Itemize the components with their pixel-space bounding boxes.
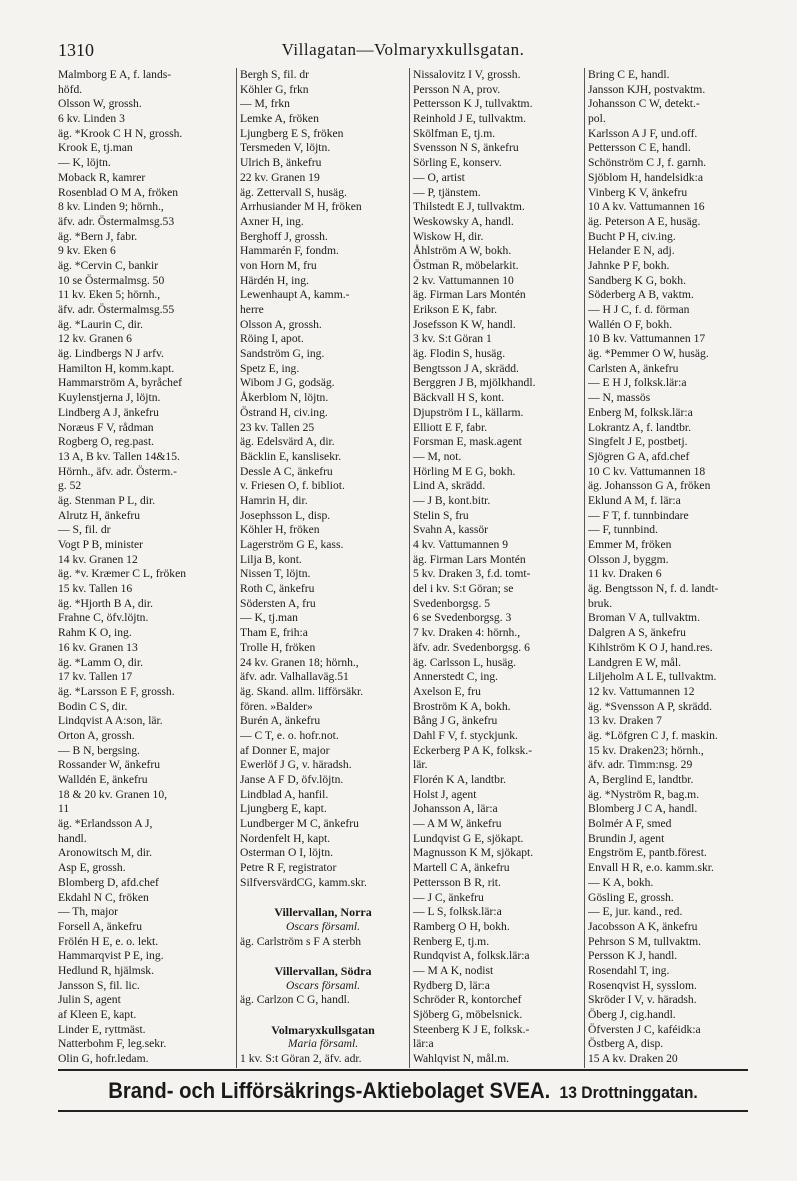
directory-entry: Hammarén F, fondm. bbox=[240, 244, 339, 258]
directory-entry: Hammarqvist P E, ing. bbox=[58, 949, 164, 963]
directory-entry: 6 se Svedenborgsg. 3 bbox=[413, 611, 512, 625]
directory-entry: Annerstedt C, ing. bbox=[413, 670, 499, 684]
directory-entry bbox=[58, 1067, 233, 1068]
column-1 bbox=[58, 68, 236, 1068]
directory-entry: Trolle H, fröken bbox=[240, 640, 316, 654]
directory-entry: Wibom J G, godsäg. bbox=[240, 376, 335, 390]
directory-entry: g. 52 bbox=[58, 479, 82, 493]
directory-entry: Reinhold J E, tullvaktm. bbox=[413, 112, 527, 126]
directory-entry: Kuylenstjerna J, löjtn. bbox=[58, 391, 161, 405]
directory-entry: Johansson C W, detekt.- bbox=[588, 97, 700, 111]
directory-entry: Bäckvall H S, kont. bbox=[413, 391, 505, 405]
directory-entry: — M, frkn bbox=[240, 97, 290, 111]
directory-entry: Köhler G, frkn bbox=[240, 82, 309, 96]
directory-entry: Wahlqvist N, mål.m. bbox=[413, 1052, 509, 1066]
directory-entry: 13 kv. Draken 7 bbox=[588, 714, 662, 728]
directory-entry: 22 kv. Granen 19 bbox=[240, 170, 320, 184]
directory-entry: af Donner E, major bbox=[240, 743, 330, 757]
directory-entry: Magnusson K M, sjökapt. bbox=[413, 846, 534, 860]
directory-entry: äg. Carlzon C G, handl. bbox=[240, 993, 350, 1007]
directory-entry: — H J C, f. d. förman bbox=[588, 303, 690, 316]
directory-entry: Lundqvist G E, sjökapt. bbox=[413, 831, 524, 845]
directory-entry: Spetz E, ing. bbox=[240, 361, 300, 375]
directory-entry: Nissalovitz I V, grossh. bbox=[413, 68, 521, 81]
directory-entry: 5 kv. Draken 3, f.d. tomt- bbox=[413, 567, 531, 581]
directory-entry: Söderberg A B, vaktm. bbox=[588, 288, 694, 302]
directory-entry: af Kleen E, kapt. bbox=[58, 1008, 137, 1021]
directory-entry: — O, artist bbox=[413, 170, 465, 184]
directory-entry: Carlsten A, änkefru bbox=[588, 361, 679, 375]
directory-entry: Lindberg A J, änkefru bbox=[58, 405, 159, 419]
directory-entry: Walldén E, änkefru bbox=[58, 773, 148, 786]
directory-entry: Enberg M, folksk.lär:a bbox=[588, 405, 693, 419]
directory-entry: äg. *Löfgren C J, f. maskin. bbox=[588, 728, 718, 742]
directory-entry: Singfelt J E, postbetj. bbox=[588, 435, 688, 449]
directory-entry: Ewerlöf J G, v. häradsh. bbox=[240, 758, 352, 772]
directory-entry: Gösling E, grossh. bbox=[588, 890, 674, 904]
directory-entry: Janse A F D, öfv.löjtn. bbox=[240, 773, 344, 786]
directory-entry: 10 B kv. Vattumannen 17 bbox=[588, 332, 706, 346]
directory-entry: Rahm K O, ing. bbox=[58, 626, 132, 640]
directory-entry: Ulrich B, änkefru bbox=[240, 156, 322, 170]
directory-entry: äg. *Hjorth B A, dir. bbox=[58, 596, 154, 610]
directory-entry: Östman R, möbelarkit. bbox=[413, 258, 519, 272]
directory-entry: Nissen T, löjtn. bbox=[240, 567, 311, 581]
directory-entry: Rydberg D, lär:a bbox=[413, 978, 490, 992]
directory-entry: Lundberger M C, änkefru bbox=[240, 817, 359, 831]
directory-entry: Persson N A, prov. bbox=[413, 82, 501, 96]
directory-entry: Hammarström A, byråchef bbox=[58, 376, 182, 390]
directory-entry: Skölfman E, tj.m. bbox=[413, 126, 496, 140]
directory-entry: Nordenfelt H, kapt. bbox=[240, 831, 331, 845]
directory-entry: Ekdahl N C, fröken bbox=[58, 890, 149, 904]
directory-entry: Axelson E, fru bbox=[413, 684, 481, 698]
directory-entry: 15 kv. Draken23; hörnh., bbox=[588, 743, 704, 757]
directory-entry bbox=[240, 891, 406, 906]
directory-entry: Wallén O F, bokh. bbox=[588, 317, 673, 331]
directory-entry: von Horn M, fru bbox=[240, 258, 317, 272]
directory-entry: Hamilton H, komm.kapt. bbox=[58, 361, 175, 375]
directory-entry: — C T, e. o. hofr.not. bbox=[240, 728, 339, 742]
directory-entry: Moback R, kamrer bbox=[58, 170, 146, 184]
directory-entry: 11 kv. Eken 5; hörnh., bbox=[58, 288, 161, 302]
directory-entry: äg. *Krook C H N, grossh. bbox=[58, 126, 183, 140]
directory-entry: 10 A kv. Vattumannen 16 bbox=[588, 200, 705, 214]
directory-entry: Landgren E W, mål. bbox=[588, 655, 682, 669]
directory-entry: Svensson N S, änkefru bbox=[413, 141, 519, 155]
directory-entry: Olsson A, grossh. bbox=[240, 317, 322, 331]
directory-entry: Öberg J, cig.handl. bbox=[588, 1008, 676, 1021]
directory-entry: Lindblad A, hanfil. bbox=[240, 787, 329, 801]
directory-entry: 15 A kv. Draken 20 bbox=[588, 1052, 678, 1066]
directory-entry: Tersmeden V, löjtn. bbox=[240, 141, 331, 155]
directory-entry: 16 kv. Granen 13 bbox=[58, 640, 138, 654]
directory-entry: — J C, änkefru bbox=[413, 890, 484, 904]
directory-entry: Persson K J, handl. bbox=[588, 949, 678, 963]
directory-entry: Södersten A, fru bbox=[240, 596, 316, 610]
directory-entry: Johansson A, lär:a bbox=[413, 802, 498, 816]
directory-entry: Härdén H, ing. bbox=[240, 273, 309, 287]
directory-entry: äg. *Svensson A P, skrädd. bbox=[588, 699, 712, 713]
directory-entry: Kihlström K O J, hand.res. bbox=[588, 640, 713, 654]
directory-entry: Stelin S, fru bbox=[413, 508, 469, 522]
directory-entry: äg. Flodin S, husäg. bbox=[413, 347, 506, 361]
directory-entry: — M A K, nodist bbox=[413, 963, 494, 977]
directory-entry: 7 kv. Draken 4: hörnh., bbox=[413, 626, 521, 640]
directory-entry: Eckerberg P A K, folksk.- bbox=[413, 743, 533, 757]
directory-entry: Villervallan, Södra bbox=[274, 963, 372, 978]
directory-entry: Tham E, frih:a bbox=[240, 626, 308, 640]
directory-entry: Blomberg D, afd.chef bbox=[58, 875, 159, 889]
directory-entry: Sandberg K G, bokh. bbox=[588, 273, 687, 287]
directory-entry: äg. *Erlandsson A J, bbox=[58, 817, 153, 831]
directory-entry: — K A, bokh. bbox=[588, 875, 654, 889]
directory-entry: Krook E, tj.man bbox=[58, 141, 133, 155]
directory-entry: Lindqvist A A:son, lär. bbox=[58, 714, 163, 728]
directory-entry: Röing I, apot. bbox=[240, 332, 304, 346]
directory-entry: Öfversten J C, kaféidk:a bbox=[588, 1022, 701, 1036]
directory-entry: 11 bbox=[58, 802, 70, 816]
directory-entry: Schönström C J, f. garnh. bbox=[588, 156, 707, 170]
directory-entry: Sjöberg G, möbelsnick. bbox=[413, 1008, 523, 1021]
directory-entry: bruk. bbox=[588, 596, 613, 610]
directory-entry: Frahne C, öfv.löjtn. bbox=[58, 611, 149, 625]
directory-entry: Olsson J, byggm. bbox=[588, 552, 669, 566]
directory-entry: Steenberg K J E, folksk.- bbox=[413, 1022, 530, 1036]
directory-entry: Olsson W, grossh. bbox=[58, 97, 142, 111]
directory-entry: Berghoff J, grossh. bbox=[240, 229, 328, 243]
directory-entry: Brundin J, agent bbox=[588, 831, 665, 845]
directory-entry: Bäcklin E, kanslisekr. bbox=[240, 449, 342, 463]
directory-entry: Wiskow H, dir. bbox=[413, 229, 484, 243]
directory-entry: äg. *Cervin C, bankir bbox=[58, 258, 159, 272]
directory-entry bbox=[240, 949, 406, 964]
directory-entry: A, Berglind E, landtbr. bbox=[588, 773, 694, 786]
directory-entry: Frölén H E, e. o. lekt. bbox=[58, 934, 159, 948]
directory-entry: — F, tunnbind. bbox=[588, 523, 658, 537]
directory-entry: äg. Carlström s F A sterbh bbox=[240, 934, 362, 948]
directory-entry: Noræus F V, rådman bbox=[58, 420, 154, 434]
directory-entry: Hörnh., äfv. adr. Österm.- bbox=[58, 464, 178, 478]
directory-entry: Oscars församl. bbox=[285, 978, 361, 992]
page-header bbox=[58, 40, 748, 62]
directory-entry: Rosendahl T, ing. bbox=[588, 963, 670, 977]
directory-entry: Vogt P B, minister bbox=[58, 538, 144, 551]
directory-entry: Erikson E K, fabr. bbox=[413, 303, 498, 316]
directory-entry: 11 kv. Draken 6 bbox=[588, 567, 662, 581]
directory-entry: Arrhusiander M H, fröken bbox=[240, 200, 362, 214]
directory-entry: Envall H R, e.o. kamm.skr. bbox=[588, 861, 714, 875]
directory-entry: Rosenblad O M A, fröken bbox=[58, 185, 179, 199]
directory-entry: äg. Firman Lars Montén bbox=[413, 552, 526, 566]
directory-entry: Thilstedt E J, tullvaktm. bbox=[413, 200, 525, 214]
directory-entry: äfv. adr. Östermalmsg.55 bbox=[58, 303, 175, 316]
directory-entry: Dalgren A S, änkefru bbox=[588, 626, 686, 640]
directory-entry: äfv. adr. Östermalmsg.53 bbox=[58, 214, 175, 228]
directory-entry: 2 kv. Vattumannen 10 bbox=[413, 273, 514, 287]
directory-entry: äfv. adr. Svedenborgsg. 6 bbox=[413, 640, 530, 654]
directory-entry: — F T, f. tunnbindare bbox=[588, 508, 689, 522]
directory-entry: Sörling E, konserv. bbox=[413, 156, 502, 170]
directory-entry: Renberg E, tj.m. bbox=[413, 934, 490, 948]
directory-entry: 4 kv. Vattumannen 9 bbox=[413, 538, 508, 551]
directory-entry: 10 C kv. Vattumannen 18 bbox=[588, 464, 706, 478]
directory-entry: Svahn A, kassör bbox=[413, 523, 489, 537]
directory-entry: Bengtsson J A, skrädd. bbox=[413, 361, 519, 375]
directory-entry: äg. Zettervall S, husäg. bbox=[240, 185, 347, 199]
directory-entry: 18 & 20 kv. Granen 10, bbox=[58, 787, 168, 801]
advertisement-text: Brand- och Lifförsäkrings-Aktiebolaget SVEA. bbox=[108, 1078, 551, 1103]
directory-entry: herre bbox=[240, 303, 264, 316]
directory-entry: — Th, major bbox=[58, 905, 119, 919]
directory-entry: Villervallan, Norra bbox=[274, 905, 372, 920]
directory-entry: Dahl F V, f. styckjunk. bbox=[413, 728, 518, 742]
directory-entry: Hedlund R, hjälmsk. bbox=[58, 963, 154, 977]
column-2 bbox=[236, 68, 409, 1068]
directory-entry: 1 kv. S:t Göran 2, äfv. adr. bbox=[240, 1052, 362, 1066]
advertisement-banner bbox=[86, 1074, 721, 1108]
directory-entry: Olin G, hofr.ledam. bbox=[58, 1052, 149, 1066]
directory-entry: Orton A, grossh. bbox=[58, 728, 135, 742]
directory-entry: Blomberg J C A, handl. bbox=[588, 802, 698, 816]
directory-entry: Julin S, agent bbox=[58, 993, 121, 1007]
directory-entry: äg. Edelsvärd A, dir. bbox=[240, 435, 335, 449]
directory-entry: — E H J, folksk.lär:a bbox=[588, 376, 687, 390]
directory-entry: 17 kv. Tallen 17 bbox=[58, 670, 133, 684]
directory-entry: lär. bbox=[413, 758, 428, 772]
directory-entry: Djupström I L, källarm. bbox=[413, 405, 524, 419]
directory-entry: Roth C, änkefru bbox=[240, 582, 315, 596]
directory-entry: Sjöblom H, handelsidk:a bbox=[588, 170, 703, 184]
directory-entry: Eklund A M, f. lär:a bbox=[588, 493, 681, 507]
directory-entry: Oscars församl. bbox=[285, 919, 361, 933]
directory-entry: Elliott E F, fabr. bbox=[413, 420, 488, 434]
directory-entry: äg. Firman Lars Montén bbox=[413, 288, 526, 302]
directory-entry: 15 kv. Tallen 16 bbox=[58, 582, 133, 596]
directory-entry: v. Friesen O, f. bibliot. bbox=[240, 479, 345, 493]
directory-entry: äg. *Laurin C, dir. bbox=[58, 317, 144, 331]
directory-entry: Rundqvist A, folksk.lär:a bbox=[413, 949, 530, 963]
directory-entry: Köhler H, fröken bbox=[240, 523, 320, 537]
directory-entry: 12 kv. Vattumannen 12 bbox=[588, 684, 695, 698]
directory-entry: Sjögren G A, afd.chef bbox=[588, 449, 690, 463]
directory-entry: äg. Stenman P L, dir. bbox=[58, 493, 156, 507]
directory-entry: — P, tjänstem. bbox=[413, 185, 481, 199]
directory-entry: Lilja B, kont. bbox=[240, 552, 302, 566]
directory-entry: Volmaryxkullsgatan bbox=[271, 1022, 375, 1037]
directory-entry: Natterbohm F, leg.sekr. bbox=[58, 1037, 167, 1051]
directory-entry: Weskowsky A, handl. bbox=[413, 214, 514, 228]
directory-entry: 24 kv. Granen 18; hörnh., bbox=[240, 655, 359, 669]
directory-entry: Bring C E, handl. bbox=[588, 68, 670, 81]
directory-entry: Skröder I V, v. häradsh. bbox=[588, 993, 697, 1007]
directory-entry: Forsman E, mask.agent bbox=[413, 435, 522, 449]
directory-entry: Hamrin H, dir. bbox=[240, 493, 308, 507]
directory-entry: Engström E, pantb.förest. bbox=[588, 846, 707, 860]
directory-entry: Bång J G, änkefru bbox=[413, 714, 498, 728]
directory-entry: Jansson KJH, postvaktm. bbox=[588, 82, 706, 96]
advertisement-address: 13 Drottninggatan. bbox=[559, 1083, 698, 1102]
directory-entry: — A M W, änkefru bbox=[413, 817, 502, 831]
directory-entry: Berggren J B, mjölkhandl. bbox=[413, 376, 536, 390]
directory-entry: Schröder R, kontorchef bbox=[413, 993, 522, 1007]
directory-entry: Emmer M, fröken bbox=[588, 538, 672, 551]
directory-entry: Åhlström A W, bokh. bbox=[413, 244, 512, 258]
directory-entry: — B N, bergsing. bbox=[58, 743, 140, 757]
directory-entry: äg. *Nyström R, bag.m. bbox=[588, 787, 700, 801]
directory-entry: — M, not. bbox=[413, 449, 462, 463]
directory-entry: Bucht P H, civ.ing. bbox=[588, 229, 676, 243]
directory-columns bbox=[58, 68, 778, 1068]
directory-entry: Holst J, agent bbox=[413, 787, 477, 801]
directory-entry: Karlsson A J F, und.off. bbox=[588, 126, 698, 140]
directory-entry: äg. *Larsson E F, grossh. bbox=[58, 684, 175, 698]
directory-entry: Lind A, skrädd. bbox=[413, 479, 486, 493]
directory-entry: Petre R F, registrator bbox=[240, 861, 337, 875]
directory-entry: Pettersson C E, handl. bbox=[588, 141, 691, 155]
directory-entry: Axner H, ing. bbox=[240, 214, 304, 228]
directory-entry: Sandström G, ing. bbox=[240, 347, 325, 361]
directory-entry: Östrand H, civ.ing. bbox=[240, 405, 328, 419]
directory-entry bbox=[413, 1067, 581, 1068]
directory-entry: Rosenqvist H, sysslom. bbox=[588, 978, 697, 992]
directory-entry: Maria församl. bbox=[287, 1037, 359, 1051]
directory-entry: Hörling M E G, bokh. bbox=[413, 464, 516, 478]
directory-entry: handl. bbox=[58, 831, 87, 845]
directory-entry: 9 kv. Eken 6 bbox=[58, 244, 116, 258]
directory-entry: lär:a bbox=[413, 1037, 434, 1051]
directory-entry: äg. *v. Kræmer C L, fröken bbox=[58, 567, 187, 581]
running-head: Villagatan—Volmaryxkullsgatan. bbox=[281, 40, 525, 59]
directory-entry: Broström K A, bokh. bbox=[413, 699, 511, 713]
directory-entry: Pettersson K J, tullvaktm. bbox=[413, 97, 533, 111]
directory-entry: — K, tj.man bbox=[240, 611, 298, 625]
directory-entry: äfv. adr. Valhallaväg.51 bbox=[240, 670, 349, 684]
column-3 bbox=[409, 68, 584, 1068]
directory-entry: SilfversvärdCG, kamm.skr. bbox=[240, 875, 367, 889]
directory-entry: 6 kv. Linden 3 bbox=[58, 112, 125, 126]
directory-entry: pol. bbox=[588, 112, 606, 126]
directory-entry: Josefsson K W, handl. bbox=[413, 317, 516, 331]
directory-entry: Malmborg E A, f. lands- bbox=[58, 68, 172, 81]
directory-entry: del i kv. S:t Göran; se bbox=[413, 582, 514, 596]
directory-entry: Broman V A, tullvaktm. bbox=[588, 611, 700, 625]
directory-entry: Lewenhaupt A, kamm.- bbox=[240, 288, 350, 302]
directory-entry: Dessle A C, änkefru bbox=[240, 464, 333, 478]
directory-entry: 10 se Östermalmsg. 50 bbox=[58, 273, 165, 287]
directory-entry: Florén K A, landtbr. bbox=[413, 773, 507, 786]
directory-entry: äg. *Lamm O, dir. bbox=[58, 655, 144, 669]
directory-entry: Liljeholm A L E, tullvaktm. bbox=[588, 670, 717, 684]
directory-entry: — L S, folksk.lär:a bbox=[413, 905, 502, 919]
directory-entry: — K, löjtn. bbox=[58, 156, 111, 170]
directory-entry: Ramberg O H, bokh. bbox=[413, 919, 510, 933]
directory-entry: Osterman O I, löjtn. bbox=[240, 846, 334, 860]
directory-entry: Aronowitsch M, dir. bbox=[58, 846, 153, 860]
directory-entry: äg. Lindbergs N J arfv. bbox=[58, 347, 164, 361]
directory-entry: Bolmér A F, smed bbox=[588, 817, 672, 831]
directory-entry bbox=[588, 1067, 775, 1068]
directory-entry: Asp E, grossh. bbox=[58, 861, 126, 875]
directory-entry: fören. »Balder» bbox=[240, 699, 313, 713]
directory-entry: Bergh S, fil. dr bbox=[240, 68, 310, 81]
directory-entry: äg. Skand. allm. lifförsäkr. bbox=[240, 684, 364, 698]
advert-rule-bottom bbox=[58, 1110, 748, 1112]
directory-entry: 8 kv. Linden 9; hörnh., bbox=[58, 200, 164, 214]
directory-entry: Pettersson B R, rit. bbox=[413, 875, 501, 889]
directory-entry: — J B, kont.bitr. bbox=[413, 493, 491, 507]
directory-entry: Bodin C S, dir. bbox=[58, 699, 128, 713]
directory-entry bbox=[240, 1008, 406, 1023]
page-number: 1310 bbox=[58, 40, 94, 60]
directory-entry: Östberg A, disp. bbox=[588, 1037, 664, 1051]
advert-rule-top bbox=[58, 1069, 748, 1071]
directory-entry: — E, jur. kand., red. bbox=[588, 905, 683, 919]
directory-entry: Helander E N, adj. bbox=[588, 244, 675, 258]
directory-entry: äg. *Bern J, fabr. bbox=[58, 229, 138, 243]
directory-entry: Lemke A, fröken bbox=[240, 112, 319, 126]
directory-entry: 13 A, B kv. Tallen 14&15. bbox=[58, 449, 180, 463]
directory-entry: äg. Bengtsson N, f. d. landt- bbox=[588, 582, 719, 596]
directory-entry bbox=[240, 1067, 406, 1068]
directory-entry: Alrutz H, änkefru bbox=[58, 508, 141, 522]
directory-entry: Lokrantz A, f. landtbr. bbox=[588, 420, 692, 434]
directory-entry: Jansson S, fil. lic. bbox=[58, 978, 140, 992]
directory-entry: Ljungberg E, kapt. bbox=[240, 802, 327, 816]
directory-entry: äg. Peterson A E, husäg. bbox=[588, 214, 701, 228]
directory-entry: 12 kv. Granen 6 bbox=[58, 332, 132, 346]
column-4 bbox=[584, 68, 778, 1068]
directory-entry: Martell C A, änkefru bbox=[413, 861, 510, 875]
directory-entry: Pehrson S M, tullvaktm. bbox=[588, 934, 702, 948]
directory-entry: Svedenborgsg. 5 bbox=[413, 596, 491, 610]
directory-entry: Burén A, änkefru bbox=[240, 714, 321, 728]
directory-entry: Josephsson L, disp. bbox=[240, 508, 331, 522]
directory-entry: äg. Johansson G A, fröken bbox=[588, 479, 711, 493]
directory-entry: — S, fil. dr bbox=[58, 523, 111, 537]
directory-entry: äg. Carlsson L, husäg. bbox=[413, 655, 517, 669]
directory-entry: äfv. adr. Timm:nsg. 29 bbox=[588, 758, 693, 772]
directory-entry: 14 kv. Granen 12 bbox=[58, 552, 138, 566]
directory-entry: Vinberg K V, änkefru bbox=[588, 185, 688, 199]
directory-entry: Jahnke P F, bokh. bbox=[588, 258, 670, 272]
directory-entry: Åkerblom N, löjtn. bbox=[240, 391, 329, 405]
directory-entry: Linder E, ryttmäst. bbox=[58, 1022, 146, 1036]
directory-entry: Jacobsson A K, änkefru bbox=[588, 919, 698, 933]
directory-entry: Rossander W, änkefru bbox=[58, 758, 161, 772]
directory-entry: — N, massös bbox=[588, 391, 651, 405]
directory-entry: Rogberg O, reg.past. bbox=[58, 435, 155, 449]
directory-entry: höfd. bbox=[58, 82, 83, 96]
directory-entry: 3 kv. S:t Göran 1 bbox=[413, 332, 492, 346]
directory-entry: 23 kv. Tallen 25 bbox=[240, 420, 315, 434]
directory-entry: Ljungberg E S, fröken bbox=[240, 126, 344, 140]
directory-entry: Lagerström G E, kass. bbox=[240, 538, 344, 551]
directory-entry: äg. *Pemmer O W, husäg. bbox=[588, 347, 709, 361]
directory-entry: Forsell A, änkefru bbox=[58, 919, 143, 933]
